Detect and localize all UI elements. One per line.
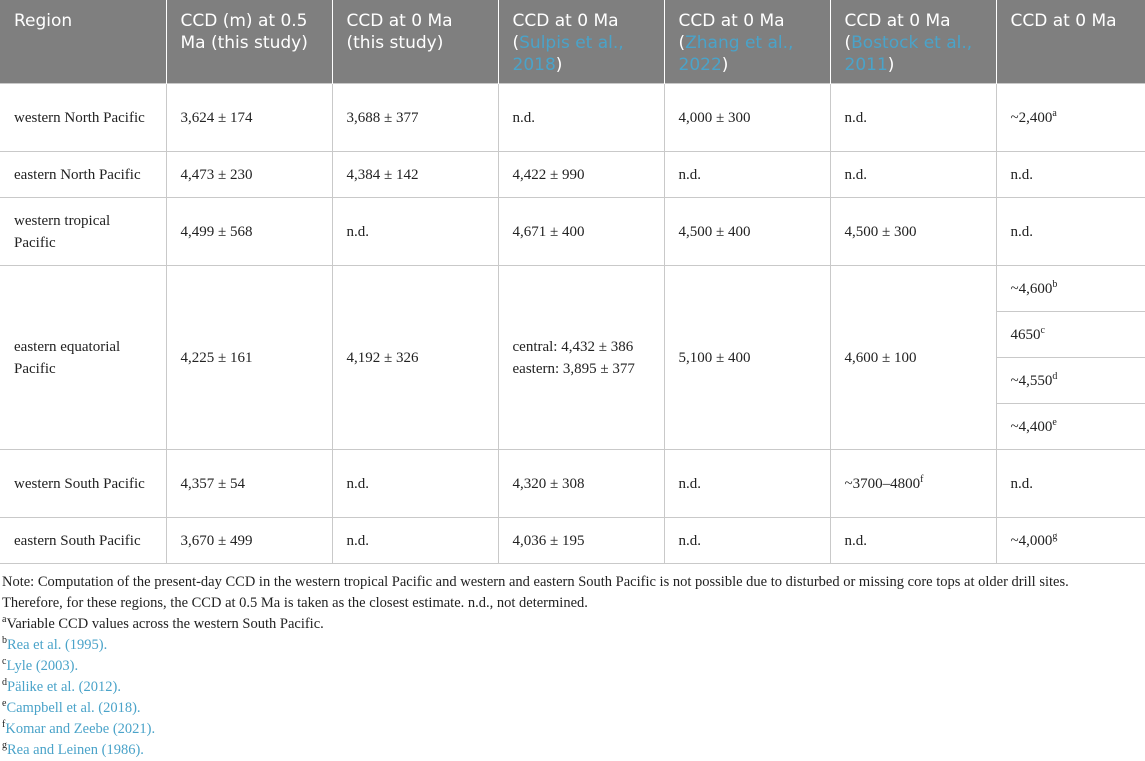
table-row (0, 266, 1145, 312)
reference-link[interactable]: Lyle (2003). (6, 658, 79, 674)
value-cell: 4,225 ± 161 (166, 266, 332, 450)
table-row (0, 198, 1145, 266)
reference-link[interactable]: Komar and Zeebe (2021). (5, 721, 156, 737)
footnote-marker: a (1052, 107, 1057, 119)
value-cell: 4650$^c$ (996, 312, 1145, 358)
value-cell: ~4,000$^g$ (996, 518, 1145, 564)
header-row (0, 0, 1145, 84)
header-region: Region (0, 0, 166, 84)
header-ccd-0ma-this-study: CCD at 0 Ma (this study) (332, 0, 498, 84)
value-cell: n.d. (996, 198, 1145, 266)
footnote-marker: c (1040, 324, 1045, 336)
header-ccd-0ma-sulpis: CCD at 0 Ma (Sulpis et al., 2018) (498, 0, 664, 84)
value-cell: ~4,400e (996, 404, 1145, 450)
footnote-marker: b (1052, 278, 1058, 290)
value-cell: n.d. (498, 84, 664, 152)
footnote-e: $^e$Campbell et al. (2018). (2, 698, 141, 716)
value-cell: n.d. (332, 518, 498, 564)
region-cell: western North Pacific (0, 84, 166, 152)
value-cell: 4,357 ± 54 (166, 450, 332, 518)
value-cell: 4,384 ± 142 (332, 152, 498, 198)
reference-link[interactable]: Campbell et al. (2018). (6, 700, 141, 716)
value-cell: n.d. (664, 450, 830, 518)
header-ccd-0ma-zhang: CCD at 0 Ma (Zhang et al., 2022) (664, 0, 830, 84)
citation-link-zhang[interactable]: Zhang et al., 2022 (678, 33, 794, 75)
reference-link[interactable]: Rea and Leinen (1986). (7, 742, 144, 758)
value-cell: 4,499 ± 568 (166, 198, 332, 266)
footnote-marker: g (1052, 530, 1058, 542)
value-cell: n.d. (830, 84, 996, 152)
value-cell: n.d. (332, 450, 498, 518)
region-cell: western South Pacific (0, 450, 166, 518)
value-cell: n.d. (664, 518, 830, 564)
footnote-d: $^d$Pälike et al. (2012). (2, 677, 121, 695)
header-ccd-0ma-bostock: CCD at 0 Ma (Bostock et al., 2011) (830, 0, 996, 84)
citation-link-bostock[interactable]: Bostock et al., 2011 (844, 33, 973, 75)
value-cell: n.d. (996, 152, 1145, 198)
value-cell: 3,670 ± 499 (166, 518, 332, 564)
footnote-f: $^f$Komar and Zeebe (2021). (2, 719, 156, 737)
value-cell: 4,500 ± 400 (664, 198, 830, 266)
value-cell: central: 4,432 ± 386 eastern: 3,895 ± 377 (498, 266, 664, 450)
table-notes (0, 564, 1145, 761)
value-cell: 4,036 ± 195 (498, 518, 664, 564)
header-ccd-0ma-other: CCD at 0 Ma (996, 0, 1145, 84)
footnote-marker: e (1052, 416, 1057, 428)
value-cell: 4,671 ± 400 (498, 198, 664, 266)
value-cell: ~2,400$^a$ (996, 84, 1145, 152)
footnote-c: $^c$Lyle (2003). (2, 656, 79, 674)
value-cell: 4,192 ± 326 (332, 266, 498, 450)
reference-link[interactable]: Rea et al. (1995). (7, 637, 108, 653)
value-cell: ~4,550$^d$ (996, 358, 1145, 404)
footnote-marker: f (920, 473, 924, 485)
footnote-b: $^b$Rea et al. (1995). (2, 635, 108, 653)
value-cell: n.d. (664, 152, 830, 198)
footnote-a: $^a$Variable CCD values across the western South Pacific. (2, 614, 324, 632)
value-cell: n.d. (996, 450, 1145, 518)
region-cell: eastern equatorial Pacific (0, 266, 166, 450)
value-cell: 3,688 ± 377 (332, 84, 498, 152)
footnote-marker: d (1052, 370, 1058, 382)
value-cell: 4,500 ± 300 (830, 198, 996, 266)
region-cell: western tropical Pacific (0, 198, 166, 266)
header-ccd-05ma-this-study: CCD (m) at 0.5 Ma (this study) (166, 0, 332, 84)
table-row (0, 450, 1145, 518)
table-row (0, 152, 1145, 198)
note-line: Note: Computation of the present-day CCD in the western tropical Pacific and western and eastern South Pacific is not possible due to disturbed or missing core tops at older drill sites. (2, 574, 1069, 590)
region-cell: eastern North Pacific (0, 152, 166, 198)
table-row (0, 84, 1145, 152)
value-cell: 3,624 ± 174 (166, 84, 332, 152)
footnote-g: $^g$Rea and Leinen (1986). (2, 740, 144, 758)
value-cell: 4,422 ± 990 (498, 152, 664, 198)
value-cell: ~4,600$^b$ (996, 266, 1145, 312)
region-cell: eastern South Pacific (0, 518, 166, 564)
value-cell: n.d. (332, 198, 498, 266)
value-cell: 4,320 ± 308 (498, 450, 664, 518)
value-cell: 4,600 ± 100 (830, 266, 996, 450)
reference-link[interactable]: Pälike et al. (2012). (7, 679, 121, 695)
value-cell: ~3700–4800$^f$ (830, 450, 996, 518)
citation-link-sulpis[interactable]: Sulpis et al., 2018 (512, 33, 624, 75)
value-cell: n.d. (830, 152, 996, 198)
value-cell: n.d. (830, 518, 996, 564)
note-line: Therefore, for these regions, the CCD at 0.5 Ma is taken as the closest estimate. n.d., not determined. (2, 595, 588, 611)
value-cell: 4,000 ± 300 (664, 84, 830, 152)
table-row (0, 518, 1145, 564)
value-cell: 5,100 ± 400 (664, 266, 830, 450)
value-cell: 4,473 ± 230 (166, 152, 332, 198)
